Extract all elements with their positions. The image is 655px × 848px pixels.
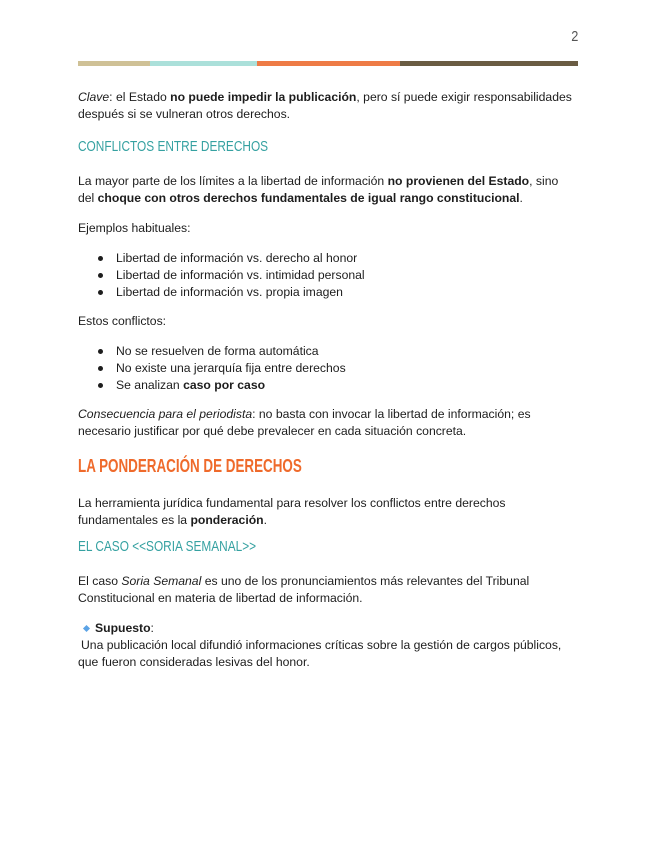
color-bar-segment-orange: [257, 61, 400, 66]
intro-emphasis: no provienen del Estado: [387, 174, 530, 188]
consecuencia-text: : no basta con invocar la libertad de información; es: [252, 407, 531, 421]
section-heading-ponderacion: LA PONDERACIÓN DE DERECHOS: [78, 456, 302, 476]
color-bar-segment-brown: [400, 61, 578, 66]
list-item: [78, 284, 365, 301]
examples-label: Ejemplos habituales:: [78, 221, 191, 235]
section-heading-soria: EL CASO <<SORIA SEMANAL>>: [78, 538, 257, 555]
list-item: [78, 343, 346, 360]
soria-paragraph: [78, 573, 529, 607]
list-item: [78, 377, 346, 394]
list-item: [78, 267, 365, 284]
list-item-text: Libertad de información vs. propia imagen: [116, 284, 343, 299]
list-item: [78, 360, 346, 377]
color-bar-segment-cyan: [150, 61, 257, 66]
consecuencia-paragraph: [78, 406, 531, 440]
ponderacion-text: .: [263, 512, 267, 527]
soria-text: es uno de los pronunciamientos más relevantes del Tribunal: [201, 574, 530, 588]
conflictos-intro-paragraph: [78, 173, 558, 207]
bullet-icon: [98, 290, 103, 295]
list-item-text: Se analizan: [116, 377, 184, 392]
intro-text: La mayor parte de los límites a la libertad de información: [78, 174, 388, 188]
conflicts-list: [78, 343, 346, 393]
ponderacion-emphasis: ponderación: [190, 512, 264, 527]
list-item-text: Libertad de información vs. intimidad personal: [116, 267, 365, 282]
list-item: [78, 250, 365, 267]
color-bar-segment-tan: [78, 61, 150, 66]
soria-case-name: Soria Semanal: [121, 574, 202, 588]
clave-text: , pero sí puede exigir responsabilidades: [356, 90, 572, 104]
conflicts-label: Estos conflictos:: [78, 314, 167, 328]
list-item-emphasis: caso por caso: [183, 377, 266, 392]
clave-paragraph: [78, 89, 572, 123]
list-item-text: No se resuelven de forma automática: [116, 344, 319, 358]
supuesto-colon: :: [150, 621, 154, 635]
consecuencia-text: necesario justificar por qué debe prevalecer en cada situación concreta.: [78, 423, 467, 438]
small-blue-diamond-icon: [83, 625, 90, 632]
intro-text: del: [78, 190, 98, 205]
supuesto-text: Una publicación local difundió informaciones críticas sobre la gestión de cargos públicos,: [81, 637, 562, 652]
list-item-text: No existe una jerarquía fija entre derechos: [116, 360, 346, 375]
bullet-icon: [98, 273, 103, 278]
clave-text: : el Estado: [109, 90, 171, 104]
section-heading-conflictos: CONFLICTOS ENTRE DERECHOS: [78, 138, 269, 155]
supuesto-paragraph: [78, 620, 561, 670]
ponderacion-text: La herramienta jurídica fundamental para resolver los conflictos entre derechos: [78, 496, 506, 510]
bullet-icon: [98, 349, 103, 354]
decorative-color-bar: [78, 61, 578, 66]
ponderacion-paragraph: [78, 495, 505, 529]
intro-emphasis: choque con otros derechos fundamentales de igual rango constitucional: [97, 190, 520, 205]
list-item-text: Libertad de información vs. derecho al honor: [116, 251, 358, 265]
bullet-icon: [98, 256, 103, 261]
soria-text: El caso: [78, 574, 122, 588]
clave-emphasis: no puede impedir la publicación: [170, 90, 357, 104]
bullet-icon: [98, 383, 103, 388]
page-number: 2: [570, 28, 578, 45]
clave-text: después si se vulneran otros derechos.: [78, 106, 291, 121]
ponderacion-text: fundamentales es la: [78, 512, 191, 527]
examples-list: [78, 250, 365, 300]
supuesto-text: que fueron consideradas lesivas del honor.: [78, 654, 310, 669]
intro-text: , sino: [529, 174, 559, 188]
intro-text: .: [519, 190, 523, 205]
bullet-icon: [98, 366, 103, 371]
clave-label: Clave: [78, 90, 110, 104]
supuesto-label: Supuesto: [95, 621, 151, 635]
soria-text: Constitucional en materia de libertad de información.: [78, 590, 363, 605]
consecuencia-label: Consecuencia para el periodista: [78, 407, 253, 421]
